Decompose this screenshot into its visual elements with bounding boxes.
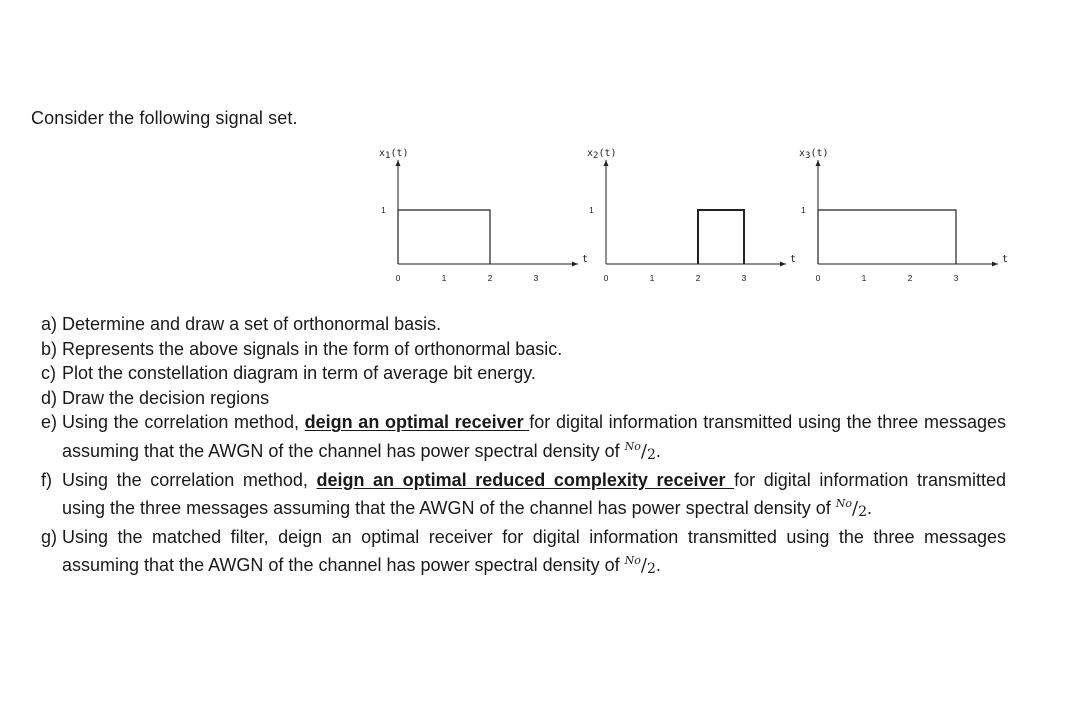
sentence-end: . [655,555,661,576]
intro-text: Consider the following signal set. [31,108,298,128]
question-text [62,525,1006,582]
tick-label: 0 [815,273,821,283]
signal-plots-svg [360,138,1020,298]
tick-label: 3 [533,273,539,283]
tick-label: 2 [487,273,493,283]
signal-label: x3(t) [799,148,829,161]
signal-label: x1(t) [379,148,409,161]
question-text-pre: Using the correlation method, [62,469,317,490]
question-list [41,312,1006,582]
signal-pulse [698,210,744,264]
question-text: Represents the above signals in the form of orthonormal basic. [62,338,563,359]
question-marker: d) [41,387,58,408]
question-marker: c) [41,363,56,384]
question-c [41,361,1006,386]
tick-label: 0 [603,273,609,283]
question-text [62,468,1006,525]
amplitude-axis-arrow [604,160,609,166]
question-text: Plot the constellation diagram in term of average bit energy. [62,363,536,384]
question-marker: e) [41,412,58,433]
sentence-end: . [655,440,661,461]
psd-denominator: 2 [646,446,656,463]
question-emphasis: deign an optimal reduced complexity receiver [316,469,735,490]
psd-numerator: No [624,554,641,568]
tick-label: 3 [741,273,747,283]
psd-numerator: No [835,497,853,511]
amplitude-label: 1 [589,205,594,215]
question-f [41,468,1006,525]
sentence-end: . [867,498,873,519]
signal-set-figure [360,138,1020,298]
question-text: Draw the decision regions [62,387,270,408]
tick-label: 2 [695,273,701,283]
question-emphasis: deign an optimal receiver [304,412,530,433]
time-axis-arrow [992,262,998,267]
psd-denominator: 2 [646,561,656,578]
signal-pulse [818,210,956,264]
question-text [62,410,1006,467]
signal-pulse [398,210,490,264]
tick-label: 2 [907,273,913,283]
psd-slash: / [640,555,647,577]
tick-label: 3 [953,273,959,283]
time-axis-label: t [790,254,797,265]
psd-numerator: No [624,439,641,453]
time-axis-arrow [780,262,786,267]
amplitude-axis-arrow [816,160,821,166]
question-d [41,386,1006,411]
question-text-post: for digital information transmitted using the three messages assuming that the AWGN of the channel has power spectral density of [62,412,1006,461]
psd-fraction [625,549,656,582]
question-b [41,337,1006,362]
question-marker: f) [41,469,52,490]
question-text-post: for digital information transmitted using the three messages assuming that the AWGN of the channel has power spectral density of [62,469,1006,519]
time-axis-label: t [1002,254,1009,265]
tick-label: 1 [861,273,867,283]
amplitude-label: 1 [801,205,806,215]
tick-label: 1 [441,273,447,283]
question-marker: g) [41,526,58,547]
psd-denominator: 2 [858,504,868,521]
question-text: Determine and draw a set of orthonormal basis. [62,314,442,334]
question-g [41,525,1006,582]
question-e [41,410,1006,467]
question-marker: a) [41,314,58,334]
time-axis-arrow [572,262,578,267]
question-text-pre: Using the correlation method, [62,412,305,433]
time-axis-label: t [582,254,589,265]
signal-label: x2(t) [587,148,617,161]
tick-label: 1 [649,273,655,283]
tick-label: 0 [395,273,401,283]
amplitude-axis-arrow [396,160,401,166]
psd-fraction [836,492,867,525]
psd-fraction [625,435,656,468]
question-text-main: Using the matched filter, deign an optimal receiver for digital information transmitted using the three messages assuming that the AWGN of the channel has power spectral density of [62,526,1006,576]
psd-slash: / [852,498,859,520]
amplitude-label: 1 [381,205,386,215]
question-a [41,312,1006,337]
question-marker: b) [41,338,58,359]
psd-slash: / [640,440,647,462]
